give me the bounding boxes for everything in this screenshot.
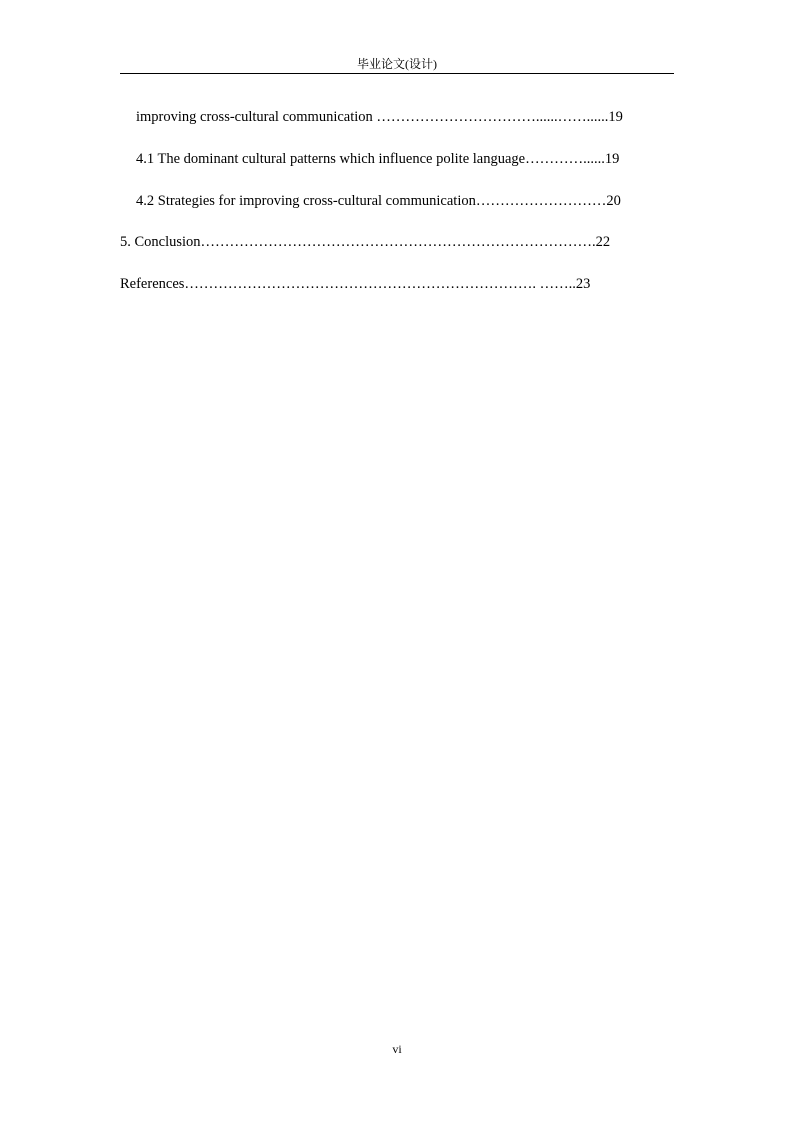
toc-entry-4-1-dominant-cultural-patterns: 4.1 The dominant cultural patterns which influence polite language…………......19	[136, 151, 620, 167]
page-number: vi	[392, 1042, 402, 1056]
toc-entry-5-conclusion: 5. Conclusion……………………………………………………………………….22	[120, 234, 611, 250]
header-divider	[120, 73, 674, 74]
toc-entry-references: References………………………………………………………………. ……..23	[120, 276, 591, 292]
page-header: 毕业论文(设计)	[357, 57, 437, 71]
toc-entry-improving-cross-cultural-communication: improving cross-cultural communication ……………………………......……......19	[136, 109, 623, 125]
toc-entry-4-2-strategies: 4.2 Strategies for improving cross-cultural communication………………………20	[136, 193, 621, 209]
